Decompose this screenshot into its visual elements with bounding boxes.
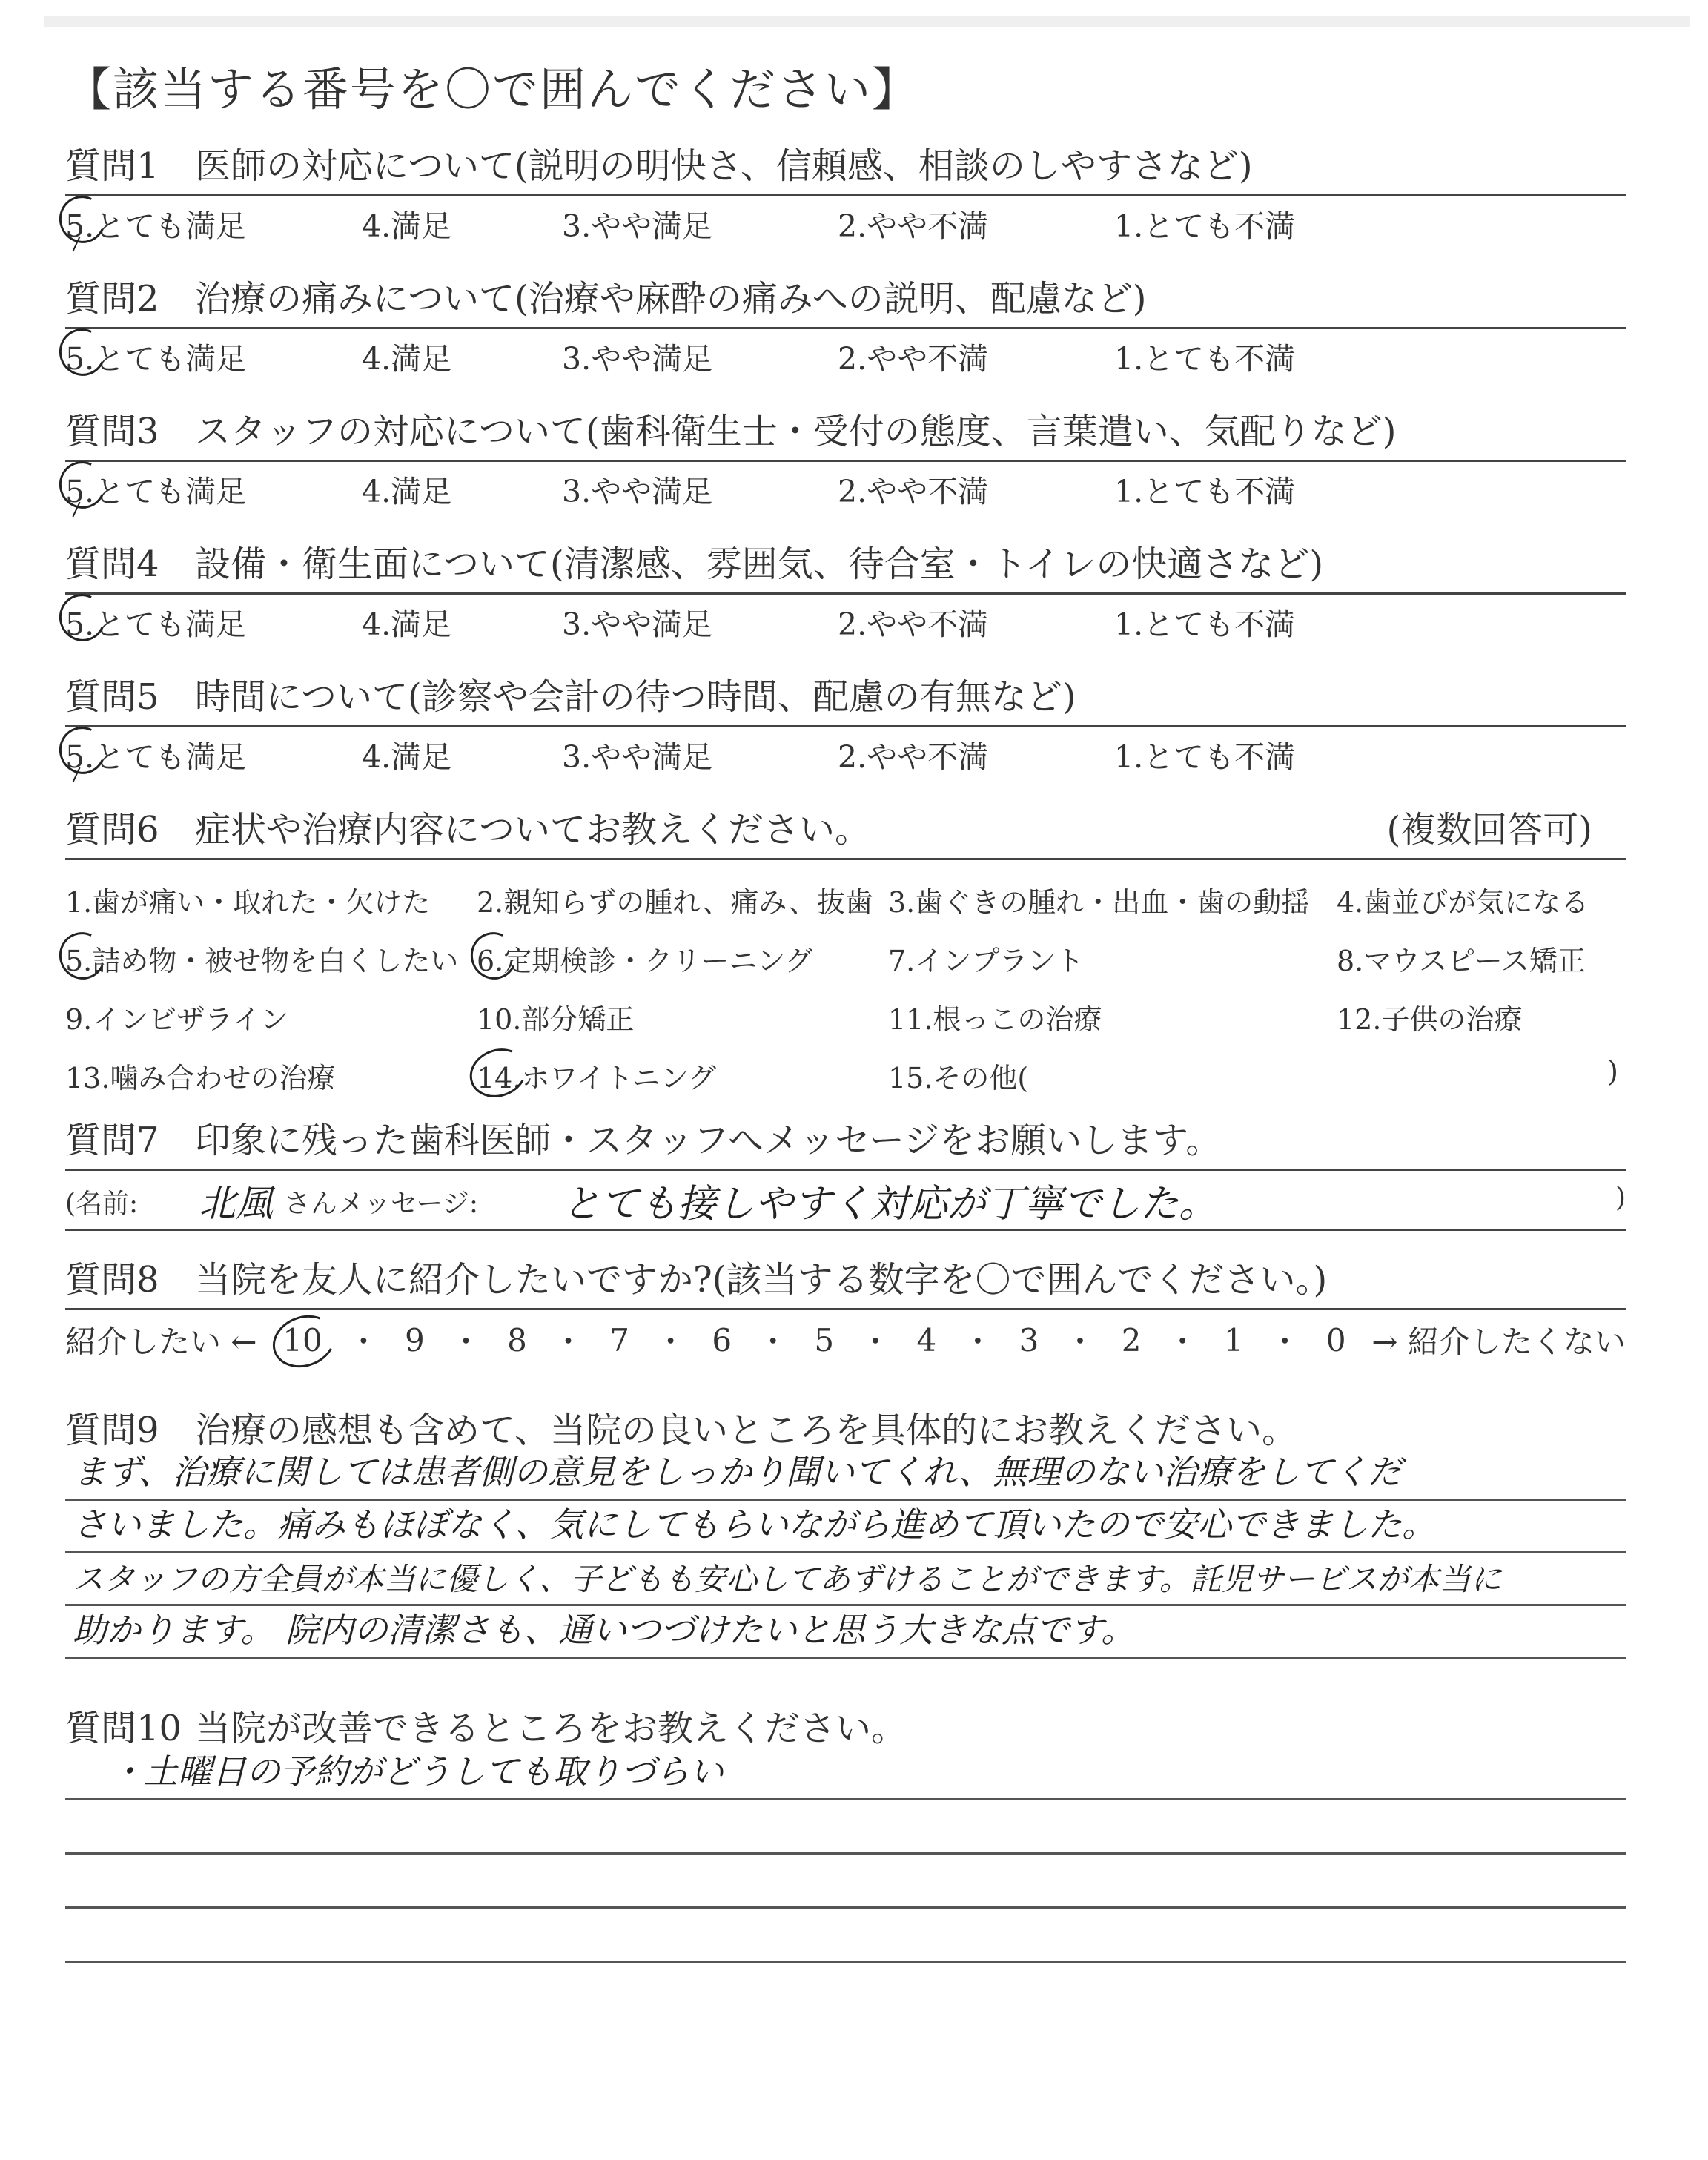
question-7 [65, 1120, 1626, 1231]
question-number: 質問2 [65, 278, 159, 320]
answer-line: 助かります。 院内の清潔さも、通いつづけたいと思う大きな点です。 [65, 1606, 1626, 1659]
staff-name: 北風 [199, 1182, 273, 1225]
scale-6[interactable]: 6 [712, 1321, 732, 1358]
option-1[interactable]: 1.とても不満 [1114, 340, 1296, 377]
question-number: 質問1 [65, 145, 159, 187]
scale-right-label: → 紹介したくない [1371, 1324, 1626, 1360]
scale-5[interactable]: 5 [814, 1321, 835, 1358]
treatment-option[interactable]: 5.詰め物・被せ物を白くしたい [65, 938, 477, 979]
treatment-option[interactable]: 13.噛み合わせの治療 [65, 1062, 336, 1094]
question-number: 質問10 [65, 1708, 182, 1749]
message-field[interactable]: (名前: 北風 さんメッセージ: とても接しやすく対応が丁寧でした。 ) [65, 1171, 1626, 1231]
scale-3[interactable]: 3 [1019, 1321, 1039, 1358]
treatment-option[interactable]: 14.ホワイトニング [477, 1055, 888, 1096]
question-number: 質問6 [65, 809, 159, 851]
treatment-option[interactable]: 1.歯が痛い・取れた・欠けた [65, 886, 431, 919]
scale-left-label: 紹介したい ← [65, 1324, 257, 1360]
good-points-field[interactable] [65, 1448, 1626, 1659]
option-5[interactable]: 5.とても満足 [65, 334, 362, 378]
answer-line [65, 1855, 1626, 1909]
option-1[interactable]: 1.とても不満 [1114, 739, 1296, 775]
form-title: 【該当する番号を〇で囲んでください】 [65, 62, 920, 116]
option-5[interactable]: 5.とても満足 [65, 467, 362, 511]
treatment-option[interactable]: 9.インビザライン [65, 1003, 289, 1036]
treatment-option[interactable]: 15.その他( [888, 1062, 1029, 1094]
question-number: 質問5 [65, 676, 159, 718]
question-text: 症状や治療内容についてお教えください。 [195, 809, 871, 851]
answer-line: さいました。痛みもほぼなく、気にしてもらいながら進めて頂いたので安心できました。 [65, 1501, 1626, 1553]
treatment-option[interactable]: 12.子供の治療 [1337, 1003, 1523, 1036]
question-number: 質問9 [65, 1410, 159, 1451]
recommend-scale: 紹介したい ← 10 ・ 9 ・ 8 ・ 7 ・ 6 ・ 5 ・ 4 ・ 3 ・ 2 ・ 1 ・ 0 → 紹介したくない [65, 1310, 1626, 1370]
question-4 [65, 546, 1626, 648]
question-number: 質問3 [65, 411, 159, 452]
option-2[interactable]: 2.やや不満 [838, 606, 989, 642]
scale-1[interactable]: 1 [1223, 1321, 1244, 1358]
option-3[interactable]: 3.やや満足 [562, 473, 713, 509]
scale-10[interactable]: 10 [282, 1322, 322, 1358]
treatment-option[interactable]: 7.インプラント [888, 945, 1085, 977]
answer-line [65, 1800, 1626, 1855]
treatment-option[interactable]: 2.親知らずの腫れ、痛み、抜歯 [477, 886, 873, 919]
option-3[interactable]: 3.やや満足 [562, 340, 713, 377]
treatment-option[interactable]: 4.歯並びが気になる [1337, 886, 1589, 919]
rating-questions [65, 145, 1626, 781]
question-number: 質問4 [65, 544, 159, 585]
answer-line [65, 1909, 1626, 1963]
scale-7[interactable]: 7 [609, 1321, 629, 1358]
question-text: 治療の感想も含めて、当院の良いところを具体的にお教えください。 [195, 1410, 1298, 1451]
option-5[interactable]: 5.とても満足 [65, 733, 362, 776]
question-10 [65, 1708, 1626, 1963]
question-text: 設備・衛生面について(清潔感、雰囲気、待合室・トイレの快適さなど) [195, 544, 1324, 585]
survey-form [65, 62, 1626, 1963]
question-number: 質問8 [65, 1259, 159, 1301]
option-4[interactable]: 4.満足 [362, 739, 452, 775]
option-2[interactable]: 2.やや不満 [838, 739, 989, 775]
answer-line: まず、治療に関しては患者側の意見をしっかり聞いてくれ、無理のない治療をしてくだ [65, 1448, 1626, 1501]
answer-line: スタッフの方全員が本当に優しく、子どもも安心してあずけることができます。託児サービスが本当に [65, 1553, 1626, 1606]
treatment-option[interactable]: 8.マウスピース矯正 [1337, 945, 1586, 977]
other-close-paren: ) [1607, 1055, 1618, 1088]
treatment-option[interactable]: 10.部分矯正 [477, 1003, 635, 1036]
question-1 [65, 145, 1626, 250]
option-2[interactable]: 2.やや不満 [838, 208, 989, 244]
question-text: 医師の対応について(説明の明快さ、信頼感、相談のしやすさなど) [195, 145, 1253, 187]
option-3[interactable]: 3.やや満足 [562, 606, 713, 642]
option-5[interactable]: 5.とても満足 [65, 202, 362, 245]
scale-0[interactable]: 0 [1325, 1321, 1346, 1358]
scale-2[interactable]: 2 [1121, 1321, 1142, 1358]
scale-9[interactable]: 9 [405, 1321, 425, 1358]
answer-line: ・土曜日の予約がどうしても取りづらい [65, 1746, 1626, 1800]
question-text: 時間について(診察や会計の待つ時間、配慮の有無など) [195, 676, 1076, 718]
question-9 [65, 1410, 1626, 1659]
question-3 [65, 411, 1626, 515]
treatment-option[interactable]: 6.定期検診・クリーニング [477, 938, 888, 979]
message-text: とても接しやすく対応が丁寧でした。 [562, 1182, 1218, 1226]
option-1[interactable]: 1.とても不満 [1114, 473, 1296, 509]
scale-8[interactable]: 8 [507, 1321, 527, 1358]
question-text: 治療の痛みについて(治療や麻酔の痛みへの説明、配慮など) [195, 278, 1147, 320]
question-text: 当院が改善できるところをお教えください。 [195, 1708, 907, 1749]
option-2[interactable]: 2.やや不満 [838, 340, 989, 377]
treatment-options [65, 860, 1626, 1123]
option-1[interactable]: 1.とても不満 [1114, 606, 1296, 642]
option-4[interactable]: 4.満足 [362, 208, 452, 244]
option-4[interactable]: 4.満足 [362, 340, 452, 377]
option-4[interactable]: 4.満足 [362, 606, 452, 642]
scan-edge [44, 16, 1690, 27]
option-1[interactable]: 1.とても不満 [1114, 208, 1296, 244]
option-3[interactable]: 3.やや満足 [562, 739, 713, 775]
option-2[interactable]: 2.やや不満 [838, 473, 989, 509]
multiple-answer-note: (複数回答可) [1386, 809, 1592, 851]
question-text: 当院を友人に紹介したいですか?(該当する数字を〇で囲んでください。) [195, 1259, 1328, 1301]
question-8 [65, 1259, 1626, 1370]
question-text: スタッフの対応について(歯科衛生士・受付の態度、言葉遣い、気配りなど) [195, 411, 1397, 452]
question-5 [65, 676, 1626, 781]
question-2 [65, 278, 1626, 383]
scale-4[interactable]: 4 [916, 1321, 937, 1358]
treatment-option[interactable]: 3.歯ぐきの腫れ・出血・歯の動揺 [888, 886, 1310, 919]
treatment-option[interactable]: 11.根っこの治療 [888, 1003, 1102, 1036]
option-3[interactable]: 3.やや満足 [562, 208, 713, 244]
improvement-field[interactable] [65, 1746, 1626, 1963]
option-4[interactable]: 4.満足 [362, 473, 452, 509]
question-text: 印象に残った歯科医師・スタッフへメッセージをお願いします。 [195, 1120, 1222, 1161]
option-5[interactable]: 5.とても満足 [65, 600, 362, 644]
question-6 [65, 809, 1626, 1123]
selection-circle [265, 1307, 342, 1375]
question-number: 質問7 [65, 1120, 159, 1161]
